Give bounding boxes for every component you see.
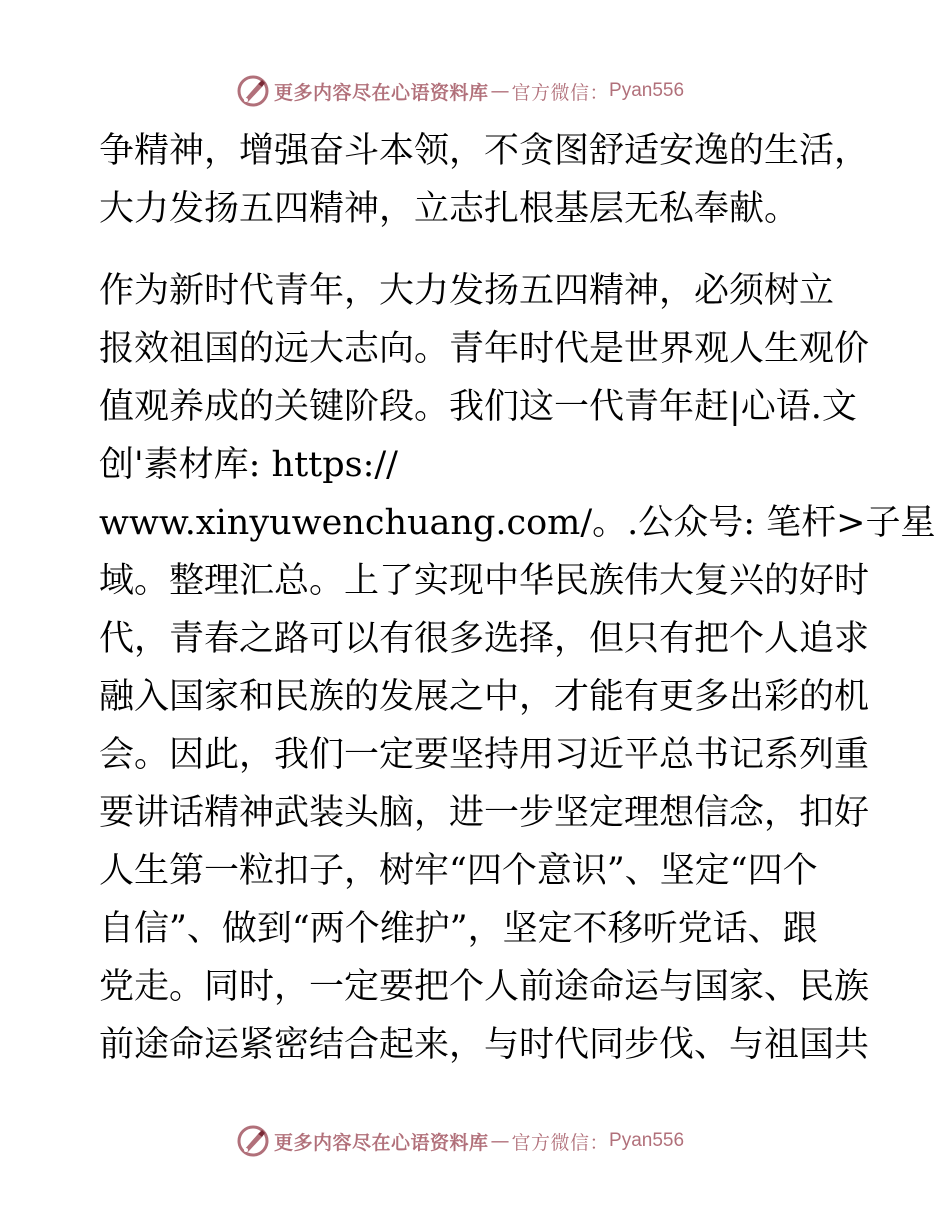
paragraph <box>99 262 936 1074</box>
text-line: 前途命运紧密结合起来，与时代同步伐、与祖国共 <box>99 1025 870 1065</box>
banner-wechat-id: Pyan556 <box>609 80 685 101</box>
text-line: 值观养成的关键阶段。我们这一代青年赶|心语.文 <box>99 387 857 427</box>
banner-wechat-label: 官方微信： <box>511 81 610 104</box>
text-line: 要讲话精神武装头脑，进一步坚定理想信念，扣好 <box>99 793 870 833</box>
banner-brand-text: 更多内容尽在心语资料库 <box>274 81 489 104</box>
banner-wechat-id: Pyan556 <box>609 1130 685 1151</box>
text-line: 域。整理汇总。上了实现中华民族伟大复兴的好时 <box>99 561 870 601</box>
pen-logo-icon <box>236 74 270 108</box>
footer-watermark-banner <box>236 1124 716 1158</box>
banner-brand-text: 更多内容尽在心语资料库 <box>274 1131 489 1154</box>
text-line: 融入国家和民族的发展之中，才能有更多出彩的机 <box>99 677 870 717</box>
banner-dash: — <box>490 1130 510 1152</box>
text-line: 人生第一粒扣子，树牢“四个意识”、坚定“四个 <box>99 851 818 891</box>
pen-logo-icon <box>236 1124 270 1158</box>
header-watermark-banner <box>236 74 716 108</box>
text-line: 创'素材库: https:// <box>99 445 398 485</box>
text-line: 大力发扬五四精神，立志扎根基层无私奉献。 <box>99 189 800 229</box>
text-line: 代，青春之路可以有很多选择，但只有把个人追求 <box>99 619 870 659</box>
document-body <box>99 122 936 1074</box>
text-line: 报效祖国的远大志向。青年时代是世界观人生观价 <box>99 329 870 369</box>
banner-wechat-label: 官方微信： <box>511 1131 610 1154</box>
text-line: 争精神，增强奋斗本领，不贪图舒适安逸的生活， <box>99 131 870 171</box>
text-line: 自信”、做到“两个维护”，坚定不移听党话、跟 <box>99 909 818 949</box>
text-line: 会。因此，我们一定要坚持用习近平总书记系列重 <box>99 735 870 775</box>
text-line: 党走。同时，一定要把个人前途命运与国家、民族 <box>99 967 870 1007</box>
banner-dash: — <box>490 80 510 102</box>
paragraph <box>99 122 870 238</box>
text-line: www.xinyuwenchuang.com/。.公众号: 笔杆>子星 <box>99 503 936 543</box>
text-line: 作为新时代青年，大力发扬五四精神，必须树立 <box>99 271 835 311</box>
